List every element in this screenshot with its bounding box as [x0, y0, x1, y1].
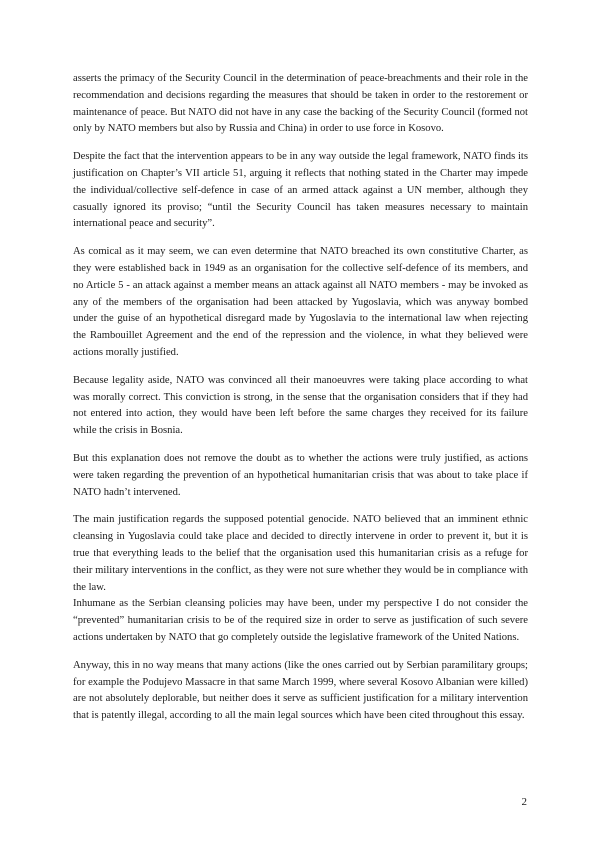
- body-text: [73, 71, 528, 736]
- paragraph-article-51: Despite the fact that the intervention appears to be in any way outside the legal framework, NATO finds its justification on Chapter’s VII article 51, arguing it reflects that nothing stated in the Charter may impede the individual/collective self-defence in case of an armed attack against a UN member, although they casually ignored its proviso; “until the Security Council has taken measures necessary to maintain international peace and security”.: [73, 151, 528, 230]
- paragraph-humanitarian-crisis: Inhumane as the Serbian cleansing policies may have been, under my perspective I do not consider the “prevented” humanitarian crisis to be of the required size in order to serve as justification of such severe actions undertaken by NATO that go completely outside the legislative framework of the United Nations.: [73, 598, 528, 643]
- paragraph-security-council: asserts the primacy of the Security Council in the determination of peace-breachments and their role in the recommendation and decisions regarding the measures that should be taken in order to the restorement or maintenance of peace. But NATO did not have in any case the backing of the Security Council (formed not only by NATO members but also by Russia and China) in order to use force in Kosovo.: [73, 73, 528, 135]
- page-number: 2: [521, 796, 527, 808]
- paragraph-moral-justification: Because legality aside, NATO was convinced all their manoeuvres were taking place according to what was morally correct. This conviction is strong, in the sense that the organisation considers that if they had not entered into action, they would have been left before the same charges they received for its failure while the crisis in Bosnia.: [73, 374, 528, 437]
- paragraph-nato-charter: As comical as it may seem, we can even determine that NATO breached its own constitutive Charter, as they were established back in 1949 as an organisation for the collective self-defence of its members, and no Article 5 - an attack against a member means an attack against all NATO members - may be invoked as any of the members of the organisation had been attacked by Yugoslavia, which was anyway bombed under the guise of an hypothetical disregard made by Yugoslavia to the international law when rejecting the Rambouillet Agreement and the end of the repression and the violence, in what they believed were actions morally justified.: [73, 246, 528, 358]
- paragraph-genocide: The main justification regards the supposed potential genocide. NATO believed that an imminent ethnic cleansing in Yugoslavia could take place and decided to directly intervene in order to prevent it, but it is true that everything leads to the belief that the organisation used this humanitarian crisis as a refuge for their military interventions in the conflict, as they were not sure whether they would be in compliance with the law.: [73, 514, 528, 593]
- paragraph-doubt: But this explanation does not remove the doubt as to whether the actions were truly justified, as actions were taken regarding the prevention of an hypothetical humanitarian crisis that was about to take place if NATO hadn’t intervened.: [73, 452, 528, 498]
- paragraph-conclusion: Anyway, this in no way means that many actions (like the ones carried out by Serbian paramilitary groups; for example the Podujevo Massacre in that same March 1999, where several Kosovo Albanian were killed) are not absolutely deplorable, but neither does it serve as sufficient justification for a military intervention that is patently illegal, according to all the main legal sources which have been cited throughout this essay.: [73, 659, 528, 722]
